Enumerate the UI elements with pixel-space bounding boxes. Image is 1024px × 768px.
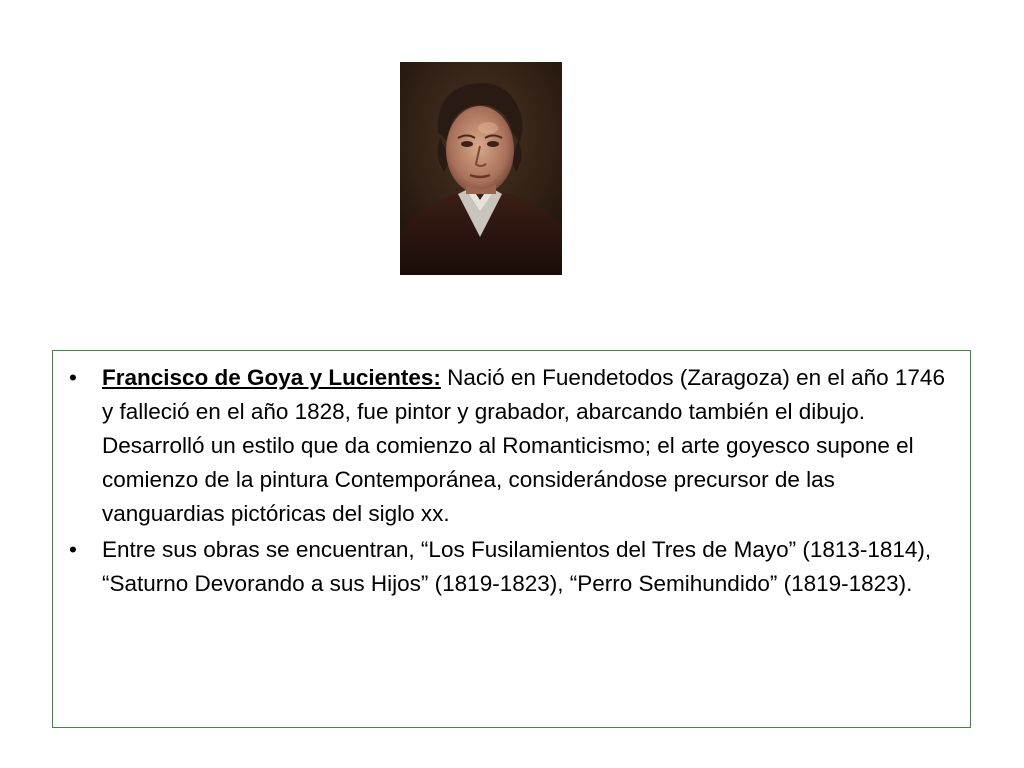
bullet-item-biography [53, 361, 970, 531]
portrait-painting [400, 62, 562, 275]
bullet-item-works [53, 533, 970, 601]
bullet-text-biography: Nació en Fuendetodos (Zaragoza) en el año 1746 y falleció en el año 1828, fue pintor y grabador, abarcando también el dibujo. Desarrolló un estilo que da comienzo al Romanticismo; el arte goyesco supone el comienzo de la pintura Contemporánea, considerándose precursor de las vanguardias pictóricas del siglo xx. [102, 365, 945, 526]
bullet-heading-name: Francisco de Goya y Lucientes: [102, 365, 441, 390]
content-text-box [52, 350, 971, 728]
bullet-marker: • [69, 537, 77, 562]
bullet-list [53, 361, 970, 603]
bullet-text-works: Entre sus obras se encuentran, “Los Fusilamientos del Tres de Mayo” (1813-1814), “Saturno Devorando a sus Hijos” (1819-1823), “Perro Semihundido” (1819-1823). [102, 537, 932, 596]
bullet-marker: • [69, 365, 77, 390]
portrait-image [400, 62, 562, 275]
